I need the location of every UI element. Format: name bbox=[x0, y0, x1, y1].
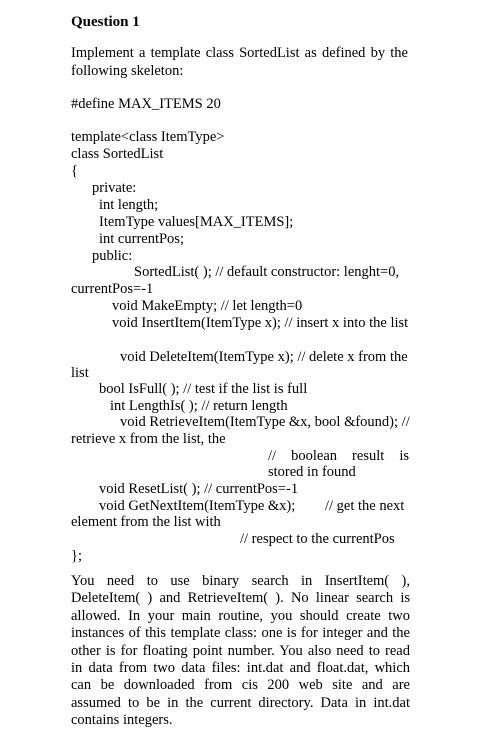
code-lengthis: int LengthIs( ); // return length bbox=[110, 398, 288, 414]
code-respect: // respect to the currentPos bbox=[240, 531, 395, 547]
code-public: public: bbox=[92, 248, 133, 264]
code-retrieve-2: retrieve x from the list, the bbox=[71, 431, 226, 447]
code-close-brace: }; bbox=[71, 548, 82, 564]
code-currentpos-decl: int currentPos; bbox=[99, 231, 184, 247]
code-ctor-line-1: SortedList( ); // default constructor: lenght=0, bbox=[134, 264, 400, 280]
code-values-decl: ItemType values[MAX_ITEMS]; bbox=[99, 214, 294, 230]
code-getnext-2: element from the list with bbox=[71, 514, 221, 530]
intro-paragraph: Implement a template class SortedList as defined by the following skeleton: bbox=[71, 45, 408, 79]
code-length-decl: int length; bbox=[99, 197, 159, 213]
code-boolean-2: stored in found bbox=[268, 464, 356, 480]
code-class-line: class SortedList bbox=[71, 146, 164, 162]
code-template-line: template<class ItemType> bbox=[71, 129, 225, 145]
define-line: #define MAX_ITEMS 20 bbox=[71, 96, 221, 112]
code-deleteitem-2: list bbox=[71, 365, 89, 381]
code-private: private: bbox=[92, 180, 137, 196]
code-insertitem: void InsertItem(ItemType x); // insert x into the list bbox=[112, 315, 409, 331]
code-resetlist: void ResetList( ); // currentPos=-1 bbox=[99, 481, 299, 497]
code-getnext-comment: // get the next bbox=[325, 498, 405, 514]
code-ctor-line-2: currentPos=-1 bbox=[71, 281, 154, 297]
code-deleteitem-1: void DeleteItem(ItemType x); // delete x from the bbox=[120, 349, 408, 365]
question-heading: Question 1 bbox=[71, 14, 140, 30]
code-retrieve-1: void RetrieveItem(ItemType &x, bool &found); // bbox=[120, 414, 410, 430]
code-isfull: bool IsFull( ); // test if the list is full bbox=[99, 381, 308, 397]
code-getnext-1: void GetNextItem(ItemType &x); bbox=[99, 498, 296, 514]
code-makeempty: void MakeEmpty; // let length=0 bbox=[112, 298, 303, 314]
code-boolean-1: // boolean result is bbox=[268, 448, 409, 464]
code-open-brace: { bbox=[71, 163, 78, 179]
body-paragraph: You need to use binary search in InsertItem( ), DeleteItem( ) and RetrieveItem( ). No linear search is allowed. In your main routine, you should create two instances of this template class: one is for integer and the other is for floating point number. You also need to read in data from two data files: int.dat and float.dat, which can be downloaded from cis 200 web site and are assumed to be in the current directory. Data in int.dat contains integers. bbox=[71, 573, 410, 729]
